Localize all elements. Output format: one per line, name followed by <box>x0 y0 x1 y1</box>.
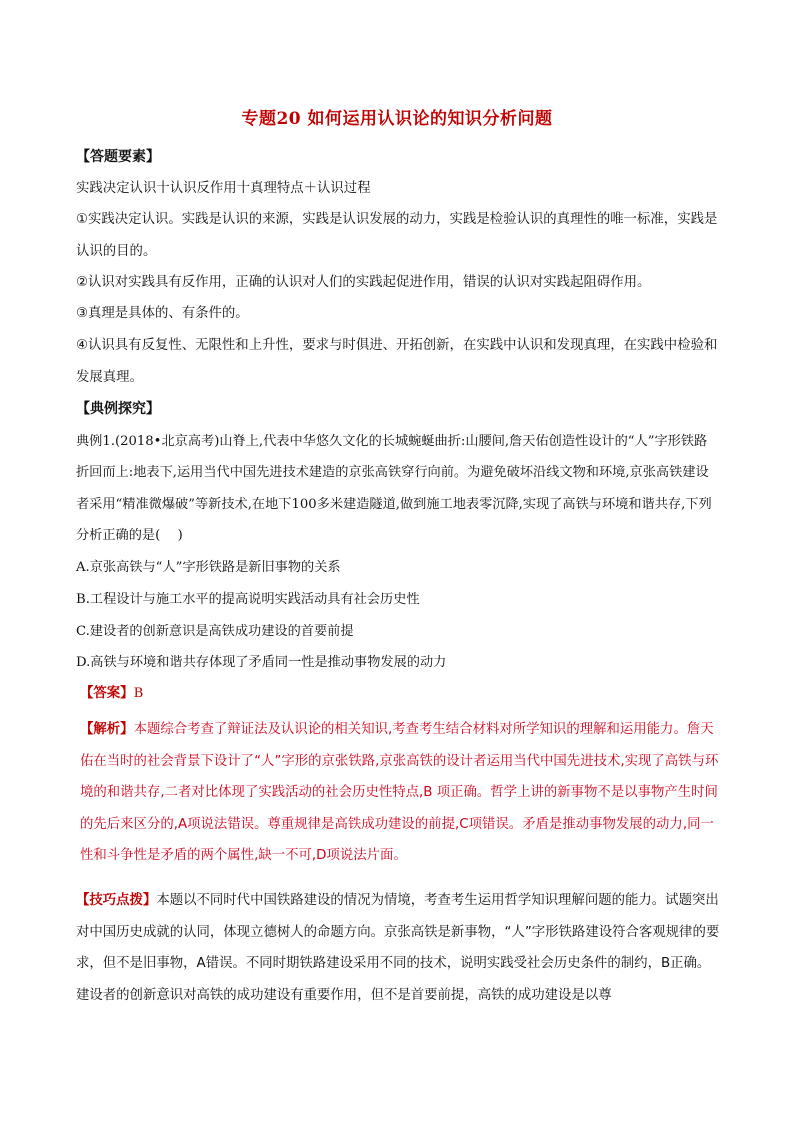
point-2: ②认识对实践具有反作用，正确的认识对人们的实践起促进作用，错误的认识对实践起阻碍作用。 <box>76 275 651 290</box>
example-question: 典例1.(2018•北京高考)山脊上,代表中华悠久文化的长城蜿蜒曲折:山腰间,詹天佑创造性设计的“人”字形铁路折回而上:地表下,运用当代中国先进技术建造的京张高铁穿行向前。为避免破坏沿线文物和环境,京张高铁建设者采用“精准微爆破”等新技术,在地下100多米建造隧道,做到施工地表零沉降,实现了高铁与环境和谐共存,下列分析正确的是( ) <box>76 434 712 543</box>
option-d: D.高铁与环境和谐共存体现了矛盾同一性是推动事物发展的动力 <box>76 655 447 670</box>
analysis-label: 【解析】 <box>80 722 134 737</box>
point-1: ①实践决定认识。实践是认识的来源，实践是认识发展的动力，实践是检验认识的真理性的唯一标准，实践是认识的目的。 <box>76 212 718 259</box>
answer-line <box>80 678 724 710</box>
analysis-text: 本题综合考查了辩证法及认识论的相关知识,考查考生结合材料对所学知识的理解和运用能力。詹天佑在当时的社会背景下设计了“人”字形的京张铁路,京张高铁的设计者运用当代中国先进技术,实现了高铁与环境的和谐共存,二者对比体现了实践活动的社会历史性特点,B 项正确。哲学上讲的新事物不是以事物产生时间的先后来区分的,A项说法错误。尊重规律是高铁成功建设的前提,C项错误。矛盾是推动事物发展的动力,同一性和斗争性是矛盾的两个属性,缺一不可,D项说法片面。 <box>80 722 719 864</box>
answer-elements-summary: 实践决定认识十认识反作用十真理特点＋认识过程 <box>76 181 371 196</box>
option-c: C.建设者的创新意识是高铁成功建设的首要前提 <box>76 624 354 639</box>
tips-block <box>76 885 720 1011</box>
point-3: ③真理是具体的、有条件的。 <box>76 306 249 321</box>
option-a: A.京张高铁与“人”字形铁路是新旧事物的关系 <box>76 560 341 575</box>
point-4: ④认识具有反复性、无限性和上升性，要求与时俱进、开拓创新，在实践中认识和发现真理，在实践中检验和发展真理。 <box>76 338 718 385</box>
section-heading-answer-elements: 【答题要素】 <box>76 149 160 165</box>
analysis-block <box>80 714 720 872</box>
tips-text: 本题以不同时代中国铁路建设的情况为情境，考查考生运用哲学知识理解问题的能力。试题突出对中国历史成就的认同，体现立德树人的命题方向。京张高铁是新事物，“人”字形铁路建设符合客观规律的要求，但不是旧事物，A错误。不同时期铁路建设采用不同的技术，说明实践受社会历史条件的制约，B正确。建设者的创新意识对高铁的成功建设有重要作用，但不是首要前提，高铁的成功建设是以尊 <box>76 893 720 1003</box>
option-b: B.工程设计与施工水平的提高说明实践活动具有社会历史性 <box>76 592 420 607</box>
section-heading-examples: 【典例探究】 <box>76 401 160 417</box>
answer-value: B <box>133 686 144 701</box>
tips-label: 【技巧点拨】 <box>76 893 157 908</box>
answer-label: 【答案】 <box>80 686 134 701</box>
page-title: 专题20 如何运用认识论的知识分析问题 <box>241 109 553 129</box>
